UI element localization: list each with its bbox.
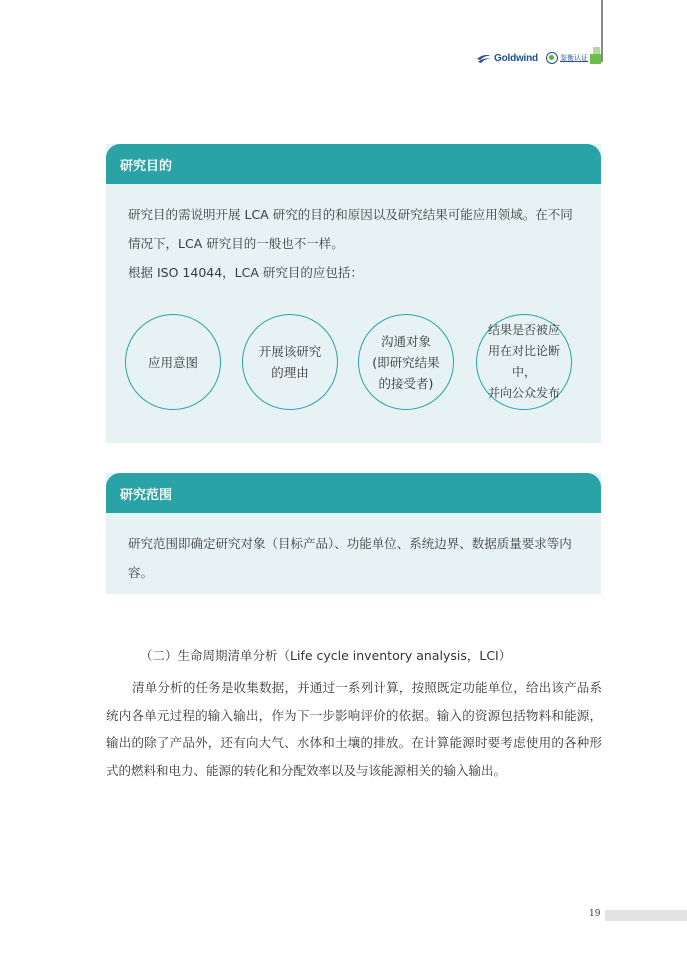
decorative-square-large	[590, 54, 601, 64]
goldwind-logo-icon	[476, 52, 492, 64]
section-title: （二）生命周期清单分析（Life cycle inventory analysis，LCI）	[140, 648, 512, 663]
header-vertical-rule	[601, 0, 603, 62]
scope-box-title: 研究范围	[106, 473, 601, 513]
purpose-circle: 结果是否被应 用在对比论断中， 并向公众发布	[476, 314, 572, 410]
certification-logo	[546, 52, 588, 64]
purpose-box	[106, 144, 601, 443]
brand-logo-text: Goldwind	[494, 52, 538, 64]
scope-box	[106, 473, 601, 594]
scope-paragraph: 研究范围即确定研究对象（目标产品）、功能单位、系统边界、数据质量要求等内容。	[128, 536, 572, 580]
footer-bar	[605, 910, 687, 921]
purpose-paragraph: 根据 ISO 14044，LCA 研究目的应包括：	[128, 265, 363, 280]
purpose-box-title: 研究目的	[106, 144, 601, 184]
scope-box-body	[106, 513, 601, 587]
header-logos	[476, 49, 588, 67]
certification-logo-text: 鉴衡认证	[559, 54, 588, 62]
page-number: 19	[589, 909, 601, 919]
purpose-circle: 应用意图	[125, 314, 221, 410]
certification-seal-icon	[546, 52, 558, 64]
purpose-box-body	[106, 184, 601, 287]
section-paragraph: 清单分析的任务是收集数据，并通过一系列计算，按照既定功能单位，给出该产品系统内各单元过程的输入输出，作为下一步影响评价的依据。输入的资源包括物料和能源，输出的除了产品外，还有向大气、水体和土壤的排放。在计算能源时要考虑使用的各种形式的燃料和电力、能源的转化和分配效率以及与该能源相关的输入输出。	[106, 680, 602, 778]
purpose-paragraph: 研究目的需说明开展 LCA 研究的目的和原因以及研究结果可能应用领域。在不同情况下，LCA 研究目的一般也不一样。	[128, 207, 573, 251]
purpose-circle: 沟通对象 (即研究结果 的接受者)	[358, 314, 454, 410]
purpose-circles	[125, 314, 585, 414]
purpose-circle: 开展该研究 的理由	[242, 314, 338, 410]
decorative-square-small	[593, 47, 600, 54]
